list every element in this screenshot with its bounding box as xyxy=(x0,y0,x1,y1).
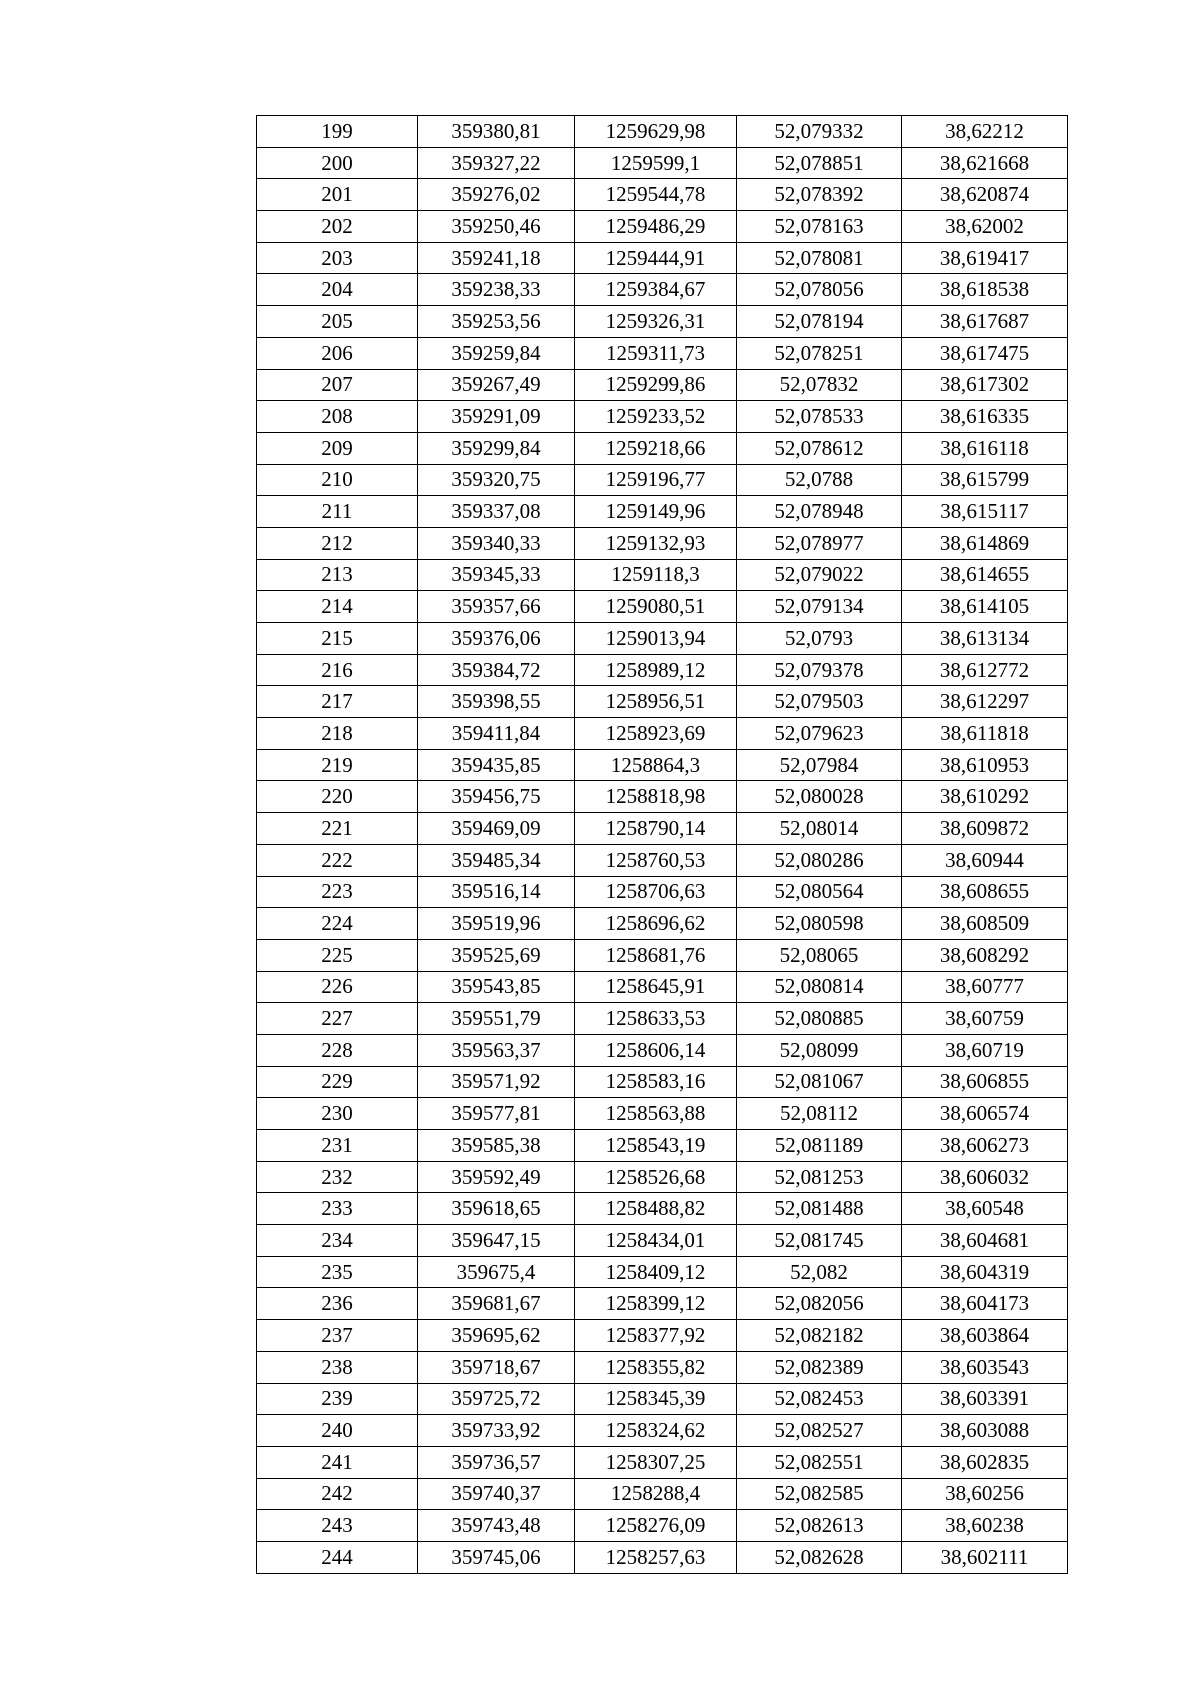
table-row xyxy=(257,1225,1068,1257)
longitude-cell: 38,621668 xyxy=(902,147,1068,179)
table-row xyxy=(257,1161,1068,1193)
latitude-cell: 52,078163 xyxy=(737,211,902,243)
table-row xyxy=(257,1256,1068,1288)
latitude-cell: 52,079623 xyxy=(737,718,902,750)
table-row xyxy=(257,179,1068,211)
x-coordinate-cell: 359525,69 xyxy=(418,939,575,971)
latitude-cell: 52,080028 xyxy=(737,781,902,813)
table-row xyxy=(257,1478,1068,1510)
longitude-cell: 38,612772 xyxy=(902,654,1068,686)
y-coordinate-cell: 1259299,86 xyxy=(575,369,737,401)
point-number-cell: 204 xyxy=(257,274,418,306)
y-coordinate-cell: 1259444,91 xyxy=(575,242,737,274)
y-coordinate-cell: 1258324,62 xyxy=(575,1415,737,1447)
y-coordinate-cell: 1259196,77 xyxy=(575,464,737,496)
point-number-cell: 237 xyxy=(257,1320,418,1352)
latitude-cell: 52,079022 xyxy=(737,559,902,591)
point-number-cell: 224 xyxy=(257,908,418,940)
table-row xyxy=(257,1034,1068,1066)
y-coordinate-cell: 1258606,14 xyxy=(575,1034,737,1066)
longitude-cell: 38,616118 xyxy=(902,432,1068,464)
table-row xyxy=(257,1193,1068,1225)
x-coordinate-cell: 359733,92 xyxy=(418,1415,575,1447)
point-number-cell: 212 xyxy=(257,527,418,559)
longitude-cell: 38,606855 xyxy=(902,1066,1068,1098)
x-coordinate-cell: 359551,79 xyxy=(418,1003,575,1035)
x-coordinate-cell: 359571,92 xyxy=(418,1066,575,1098)
table-row xyxy=(257,623,1068,655)
y-coordinate-cell: 1259544,78 xyxy=(575,179,737,211)
longitude-cell: 38,604173 xyxy=(902,1288,1068,1320)
x-coordinate-cell: 359695,62 xyxy=(418,1320,575,1352)
latitude-cell: 52,082182 xyxy=(737,1320,902,1352)
point-number-cell: 223 xyxy=(257,876,418,908)
x-coordinate-cell: 359238,33 xyxy=(418,274,575,306)
y-coordinate-cell: 1258345,39 xyxy=(575,1383,737,1415)
point-number-cell: 205 xyxy=(257,306,418,338)
longitude-cell: 38,620874 xyxy=(902,179,1068,211)
longitude-cell: 38,608509 xyxy=(902,908,1068,940)
latitude-cell: 52,078251 xyxy=(737,337,902,369)
longitude-cell: 38,603088 xyxy=(902,1415,1068,1447)
table-row xyxy=(257,464,1068,496)
x-coordinate-cell: 359681,67 xyxy=(418,1288,575,1320)
latitude-cell: 52,079378 xyxy=(737,654,902,686)
y-coordinate-cell: 1259486,29 xyxy=(575,211,737,243)
latitude-cell: 52,078851 xyxy=(737,147,902,179)
point-number-cell: 219 xyxy=(257,749,418,781)
longitude-cell: 38,611818 xyxy=(902,718,1068,750)
latitude-cell: 52,080814 xyxy=(737,971,902,1003)
longitude-cell: 38,606032 xyxy=(902,1161,1068,1193)
longitude-cell: 38,604319 xyxy=(902,1256,1068,1288)
x-coordinate-cell: 359435,85 xyxy=(418,749,575,781)
latitude-cell: 52,08099 xyxy=(737,1034,902,1066)
point-number-cell: 214 xyxy=(257,591,418,623)
longitude-cell: 38,62002 xyxy=(902,211,1068,243)
table-row xyxy=(257,306,1068,338)
longitude-cell: 38,618538 xyxy=(902,274,1068,306)
longitude-cell: 38,613134 xyxy=(902,623,1068,655)
x-coordinate-cell: 359743,48 xyxy=(418,1510,575,1542)
point-number-cell: 225 xyxy=(257,939,418,971)
x-coordinate-cell: 359320,75 xyxy=(418,464,575,496)
latitude-cell: 52,080598 xyxy=(737,908,902,940)
point-number-cell: 229 xyxy=(257,1066,418,1098)
longitude-cell: 38,614869 xyxy=(902,527,1068,559)
longitude-cell: 38,603543 xyxy=(902,1351,1068,1383)
x-coordinate-cell: 359736,57 xyxy=(418,1446,575,1478)
longitude-cell: 38,602111 xyxy=(902,1541,1068,1573)
point-number-cell: 202 xyxy=(257,211,418,243)
x-coordinate-cell: 359577,81 xyxy=(418,1098,575,1130)
x-coordinate-cell: 359516,14 xyxy=(418,876,575,908)
point-number-cell: 243 xyxy=(257,1510,418,1542)
latitude-cell: 52,081488 xyxy=(737,1193,902,1225)
longitude-cell: 38,612297 xyxy=(902,686,1068,718)
point-number-cell: 206 xyxy=(257,337,418,369)
y-coordinate-cell: 1258696,62 xyxy=(575,908,737,940)
x-coordinate-cell: 359250,46 xyxy=(418,211,575,243)
x-coordinate-cell: 359276,02 xyxy=(418,179,575,211)
y-coordinate-cell: 1259326,31 xyxy=(575,306,737,338)
point-number-cell: 201 xyxy=(257,179,418,211)
table-row xyxy=(257,1383,1068,1415)
longitude-cell: 38,60777 xyxy=(902,971,1068,1003)
latitude-cell: 52,08014 xyxy=(737,813,902,845)
latitude-cell: 52,078194 xyxy=(737,306,902,338)
latitude-cell: 52,081189 xyxy=(737,1130,902,1162)
x-coordinate-cell: 359618,65 xyxy=(418,1193,575,1225)
latitude-cell: 52,078081 xyxy=(737,242,902,274)
y-coordinate-cell: 1258956,51 xyxy=(575,686,737,718)
table-row xyxy=(257,242,1068,274)
point-number-cell: 207 xyxy=(257,369,418,401)
x-coordinate-cell: 359585,38 xyxy=(418,1130,575,1162)
latitude-cell: 52,078977 xyxy=(737,527,902,559)
table-row xyxy=(257,1510,1068,1542)
table-row xyxy=(257,1130,1068,1162)
point-number-cell: 218 xyxy=(257,718,418,750)
table-row xyxy=(257,432,1068,464)
latitude-cell: 52,081067 xyxy=(737,1066,902,1098)
latitude-cell: 52,078056 xyxy=(737,274,902,306)
y-coordinate-cell: 1258543,19 xyxy=(575,1130,737,1162)
longitude-cell: 38,614105 xyxy=(902,591,1068,623)
latitude-cell: 52,082056 xyxy=(737,1288,902,1320)
latitude-cell: 52,082453 xyxy=(737,1383,902,1415)
point-number-cell: 208 xyxy=(257,401,418,433)
longitude-cell: 38,609872 xyxy=(902,813,1068,845)
x-coordinate-cell: 359563,37 xyxy=(418,1034,575,1066)
table-row xyxy=(257,496,1068,528)
longitude-cell: 38,60719 xyxy=(902,1034,1068,1066)
table-row xyxy=(257,116,1068,148)
point-number-cell: 231 xyxy=(257,1130,418,1162)
y-coordinate-cell: 1258923,69 xyxy=(575,718,737,750)
point-number-cell: 232 xyxy=(257,1161,418,1193)
x-coordinate-cell: 359299,84 xyxy=(418,432,575,464)
point-number-cell: 222 xyxy=(257,844,418,876)
point-number-cell: 217 xyxy=(257,686,418,718)
y-coordinate-cell: 1258307,25 xyxy=(575,1446,737,1478)
x-coordinate-cell: 359267,49 xyxy=(418,369,575,401)
point-number-cell: 215 xyxy=(257,623,418,655)
latitude-cell: 52,081745 xyxy=(737,1225,902,1257)
y-coordinate-cell: 1259311,73 xyxy=(575,337,737,369)
point-number-cell: 221 xyxy=(257,813,418,845)
longitude-cell: 38,615799 xyxy=(902,464,1068,496)
x-coordinate-cell: 359253,56 xyxy=(418,306,575,338)
point-number-cell: 234 xyxy=(257,1225,418,1257)
latitude-cell: 52,08065 xyxy=(737,939,902,971)
point-number-cell: 211 xyxy=(257,496,418,528)
latitude-cell: 52,082628 xyxy=(737,1541,902,1573)
y-coordinate-cell: 1258563,88 xyxy=(575,1098,737,1130)
longitude-cell: 38,617475 xyxy=(902,337,1068,369)
table-row xyxy=(257,686,1068,718)
y-coordinate-cell: 1259149,96 xyxy=(575,496,737,528)
x-coordinate-cell: 359411,84 xyxy=(418,718,575,750)
y-coordinate-cell: 1258409,12 xyxy=(575,1256,737,1288)
x-coordinate-cell: 359718,67 xyxy=(418,1351,575,1383)
x-coordinate-cell: 359543,85 xyxy=(418,971,575,1003)
point-number-cell: 227 xyxy=(257,1003,418,1035)
table-body xyxy=(257,116,1068,1574)
x-coordinate-cell: 359675,4 xyxy=(418,1256,575,1288)
longitude-cell: 38,608655 xyxy=(902,876,1068,908)
point-number-cell: 216 xyxy=(257,654,418,686)
y-coordinate-cell: 1258377,92 xyxy=(575,1320,737,1352)
latitude-cell: 52,082389 xyxy=(737,1351,902,1383)
longitude-cell: 38,603864 xyxy=(902,1320,1068,1352)
y-coordinate-cell: 1258288,4 xyxy=(575,1478,737,1510)
x-coordinate-cell: 359241,18 xyxy=(418,242,575,274)
longitude-cell: 38,617302 xyxy=(902,369,1068,401)
table-row xyxy=(257,369,1068,401)
y-coordinate-cell: 1258989,12 xyxy=(575,654,737,686)
y-coordinate-cell: 1259080,51 xyxy=(575,591,737,623)
y-coordinate-cell: 1258790,14 xyxy=(575,813,737,845)
longitude-cell: 38,602835 xyxy=(902,1446,1068,1478)
point-number-cell: 199 xyxy=(257,116,418,148)
latitude-cell: 52,082 xyxy=(737,1256,902,1288)
latitude-cell: 52,079503 xyxy=(737,686,902,718)
latitude-cell: 52,079134 xyxy=(737,591,902,623)
y-coordinate-cell: 1259384,67 xyxy=(575,274,737,306)
y-coordinate-cell: 1259013,94 xyxy=(575,623,737,655)
latitude-cell: 52,07984 xyxy=(737,749,902,781)
table-row xyxy=(257,1351,1068,1383)
table-row xyxy=(257,401,1068,433)
x-coordinate-cell: 359725,72 xyxy=(418,1383,575,1415)
longitude-cell: 38,60759 xyxy=(902,1003,1068,1035)
longitude-cell: 38,619417 xyxy=(902,242,1068,274)
longitude-cell: 38,615117 xyxy=(902,496,1068,528)
point-number-cell: 241 xyxy=(257,1446,418,1478)
x-coordinate-cell: 359592,49 xyxy=(418,1161,575,1193)
table-row xyxy=(257,1415,1068,1447)
point-number-cell: 236 xyxy=(257,1288,418,1320)
y-coordinate-cell: 1258399,12 xyxy=(575,1288,737,1320)
table-row xyxy=(257,718,1068,750)
table-row xyxy=(257,1541,1068,1573)
latitude-cell: 52,078948 xyxy=(737,496,902,528)
point-number-cell: 220 xyxy=(257,781,418,813)
table-row xyxy=(257,781,1068,813)
table-row xyxy=(257,211,1068,243)
y-coordinate-cell: 1258276,09 xyxy=(575,1510,737,1542)
latitude-cell: 52,082527 xyxy=(737,1415,902,1447)
latitude-cell: 52,082551 xyxy=(737,1446,902,1478)
longitude-cell: 38,610953 xyxy=(902,749,1068,781)
point-number-cell: 228 xyxy=(257,1034,418,1066)
table-row xyxy=(257,844,1068,876)
y-coordinate-cell: 1259218,66 xyxy=(575,432,737,464)
point-number-cell: 244 xyxy=(257,1541,418,1573)
latitude-cell: 52,079332 xyxy=(737,116,902,148)
longitude-cell: 38,616335 xyxy=(902,401,1068,433)
point-number-cell: 210 xyxy=(257,464,418,496)
x-coordinate-cell: 359745,06 xyxy=(418,1541,575,1573)
latitude-cell: 52,08112 xyxy=(737,1098,902,1130)
y-coordinate-cell: 1258633,53 xyxy=(575,1003,737,1035)
x-coordinate-cell: 359469,09 xyxy=(418,813,575,845)
table-row xyxy=(257,813,1068,845)
longitude-cell: 38,610292 xyxy=(902,781,1068,813)
x-coordinate-cell: 359380,81 xyxy=(418,116,575,148)
latitude-cell: 52,078533 xyxy=(737,401,902,433)
point-number-cell: 240 xyxy=(257,1415,418,1447)
latitude-cell: 52,082585 xyxy=(737,1478,902,1510)
longitude-cell: 38,606574 xyxy=(902,1098,1068,1130)
table-row xyxy=(257,971,1068,1003)
coordinates-table xyxy=(256,115,1068,1574)
y-coordinate-cell: 1259132,93 xyxy=(575,527,737,559)
latitude-cell: 52,0793 xyxy=(737,623,902,655)
point-number-cell: 238 xyxy=(257,1351,418,1383)
latitude-cell: 52,081253 xyxy=(737,1161,902,1193)
table-row xyxy=(257,1320,1068,1352)
longitude-cell: 38,614655 xyxy=(902,559,1068,591)
point-number-cell: 230 xyxy=(257,1098,418,1130)
table-row xyxy=(257,1446,1068,1478)
y-coordinate-cell: 1259629,98 xyxy=(575,116,737,148)
y-coordinate-cell: 1258681,76 xyxy=(575,939,737,971)
longitude-cell: 38,60548 xyxy=(902,1193,1068,1225)
y-coordinate-cell: 1258355,82 xyxy=(575,1351,737,1383)
table-row xyxy=(257,591,1068,623)
table-row xyxy=(257,1098,1068,1130)
x-coordinate-cell: 359740,37 xyxy=(418,1478,575,1510)
latitude-cell: 52,080286 xyxy=(737,844,902,876)
x-coordinate-cell: 359327,22 xyxy=(418,147,575,179)
y-coordinate-cell: 1258526,68 xyxy=(575,1161,737,1193)
longitude-cell: 38,60944 xyxy=(902,844,1068,876)
y-coordinate-cell: 1259599,1 xyxy=(575,147,737,179)
y-coordinate-cell: 1258257,63 xyxy=(575,1541,737,1573)
x-coordinate-cell: 359398,55 xyxy=(418,686,575,718)
longitude-cell: 38,617687 xyxy=(902,306,1068,338)
y-coordinate-cell: 1258583,16 xyxy=(575,1066,737,1098)
longitude-cell: 38,606273 xyxy=(902,1130,1068,1162)
point-number-cell: 242 xyxy=(257,1478,418,1510)
point-number-cell: 200 xyxy=(257,147,418,179)
latitude-cell: 52,0788 xyxy=(737,464,902,496)
x-coordinate-cell: 359259,84 xyxy=(418,337,575,369)
x-coordinate-cell: 359345,33 xyxy=(418,559,575,591)
latitude-cell: 52,080885 xyxy=(737,1003,902,1035)
latitude-cell: 52,080564 xyxy=(737,876,902,908)
latitude-cell: 52,07832 xyxy=(737,369,902,401)
table-row xyxy=(257,939,1068,971)
point-number-cell: 226 xyxy=(257,971,418,1003)
y-coordinate-cell: 1258645,91 xyxy=(575,971,737,1003)
table-row xyxy=(257,527,1068,559)
table-row xyxy=(257,337,1068,369)
y-coordinate-cell: 1258760,53 xyxy=(575,844,737,876)
point-number-cell: 233 xyxy=(257,1193,418,1225)
table-row xyxy=(257,559,1068,591)
point-number-cell: 239 xyxy=(257,1383,418,1415)
y-coordinate-cell: 1258488,82 xyxy=(575,1193,737,1225)
table-row xyxy=(257,749,1068,781)
table-row xyxy=(257,654,1068,686)
x-coordinate-cell: 359357,66 xyxy=(418,591,575,623)
x-coordinate-cell: 359291,09 xyxy=(418,401,575,433)
point-number-cell: 209 xyxy=(257,432,418,464)
table-row xyxy=(257,147,1068,179)
x-coordinate-cell: 359456,75 xyxy=(418,781,575,813)
table-row xyxy=(257,1066,1068,1098)
x-coordinate-cell: 359519,96 xyxy=(418,908,575,940)
y-coordinate-cell: 1258706,63 xyxy=(575,876,737,908)
x-coordinate-cell: 359340,33 xyxy=(418,527,575,559)
latitude-cell: 52,082613 xyxy=(737,1510,902,1542)
x-coordinate-cell: 359337,08 xyxy=(418,496,575,528)
table-row xyxy=(257,876,1068,908)
y-coordinate-cell: 1259233,52 xyxy=(575,401,737,433)
x-coordinate-cell: 359384,72 xyxy=(418,654,575,686)
longitude-cell: 38,603391 xyxy=(902,1383,1068,1415)
y-coordinate-cell: 1258434,01 xyxy=(575,1225,737,1257)
point-number-cell: 213 xyxy=(257,559,418,591)
x-coordinate-cell: 359485,34 xyxy=(418,844,575,876)
longitude-cell: 38,62212 xyxy=(902,116,1068,148)
longitude-cell: 38,60256 xyxy=(902,1478,1068,1510)
latitude-cell: 52,078612 xyxy=(737,432,902,464)
table-row xyxy=(257,1003,1068,1035)
table-row xyxy=(257,1288,1068,1320)
table-row xyxy=(257,274,1068,306)
x-coordinate-cell: 359376,06 xyxy=(418,623,575,655)
x-coordinate-cell: 359647,15 xyxy=(418,1225,575,1257)
y-coordinate-cell: 1259118,3 xyxy=(575,559,737,591)
y-coordinate-cell: 1258864,3 xyxy=(575,749,737,781)
point-number-cell: 203 xyxy=(257,242,418,274)
latitude-cell: 52,078392 xyxy=(737,179,902,211)
longitude-cell: 38,604681 xyxy=(902,1225,1068,1257)
longitude-cell: 38,608292 xyxy=(902,939,1068,971)
y-coordinate-cell: 1258818,98 xyxy=(575,781,737,813)
longitude-cell: 38,60238 xyxy=(902,1510,1068,1542)
point-number-cell: 235 xyxy=(257,1256,418,1288)
table-row xyxy=(257,908,1068,940)
